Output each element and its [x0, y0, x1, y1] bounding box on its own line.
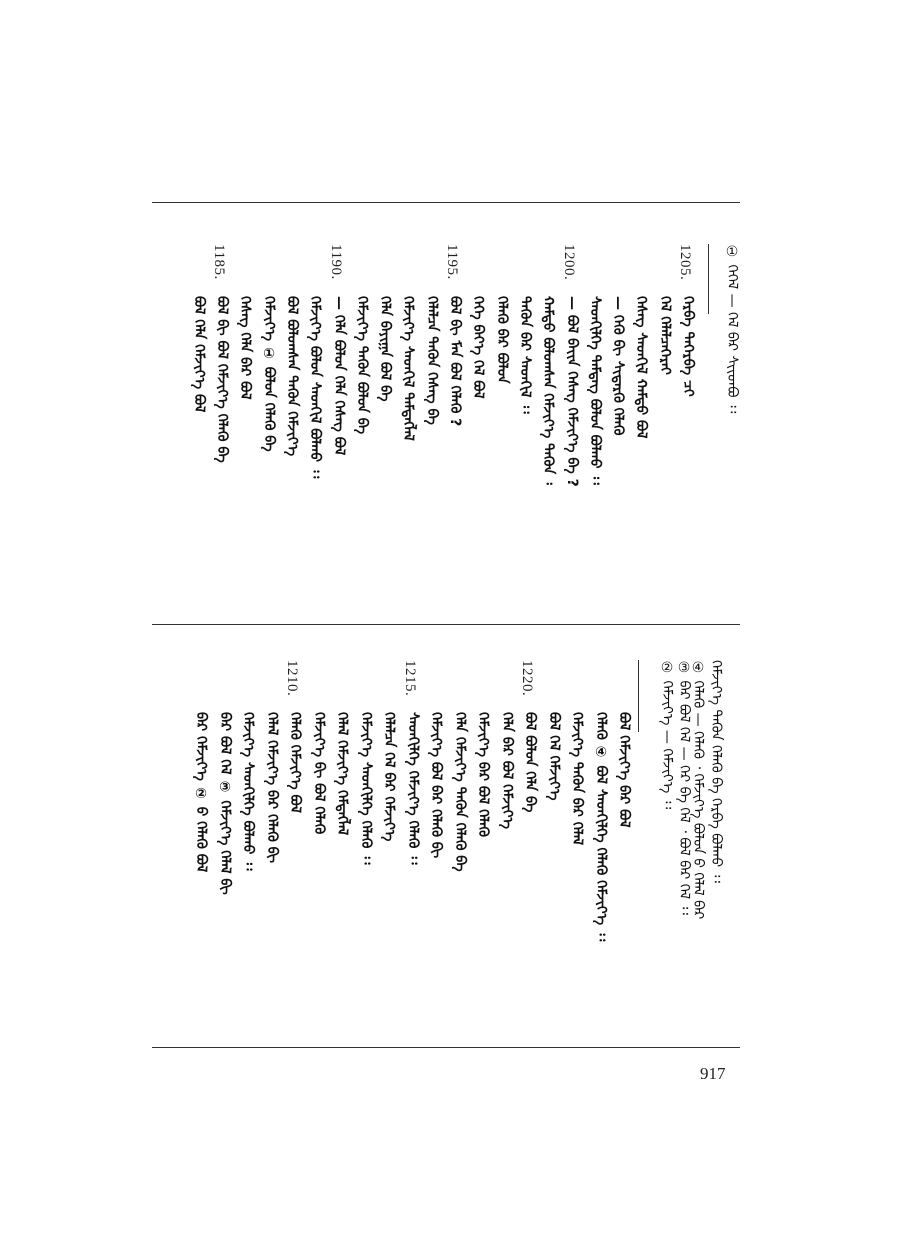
- verse-line: — ᠬᠡᠬᠦ ᠪᠢ ᠰᠢᠳᠡᠷᠭᠦ ᠬᠡᠯᠡᠬᠦ: [610, 296, 626, 436]
- upper-line: [629, 244, 647, 664]
- upper-line: [490, 244, 508, 664]
- verse-line: ᠬᠡᠮᠵᠢᠶ᠎ᠡ ᠪᠢ ᠪᠣᠯ ᠬᠡᠯᠡᠬᠦ: [311, 712, 327, 835]
- verse-line: ᠬᠡᠯᠡᠬᠦ ᠪᠠᠷ ᠪᠣᠯᠤᠨ: [494, 296, 510, 384]
- upper-line: [187, 244, 205, 664]
- page-number: 917: [700, 1064, 726, 1083]
- verse-line: ᠬᠡᠮᠵᠢᠶ᠎ᠡ ᠪᠣᠯᠤᠨ ᠰᠡᠳᠬᠢᠯ ᠪᠣᠯᠬᠤ ᠄᠄: [307, 296, 323, 479]
- upper-footnote: [720, 244, 738, 664]
- verse-line: — ᠬᠡᠯᠡ ᠪᠣᠯᠤᠨ ᠬᠡᠯᠡ ᠬᠡᠰᠡᠭ ᠪᠣᠯ: [331, 296, 347, 456]
- verse-line: ᠬᠡᠮᠵᠢᠶ᠎ᠡ ᠲᠡᠭᠦᠨ ᠪᠡᠷ ᠬᠡᠯᠡᠯ: [569, 712, 585, 846]
- line-number: 1195.: [444, 244, 460, 280]
- verse-line: ᠰᠡᠳᠬᠢᠯᠭᠡ ᠬᠡᠮᠵᠢᠶ᠎ᠡ ᠬᠡᠯᠡᠬᠦ ᠄᠄: [405, 712, 421, 865]
- verse-line: ᠬᠡᠯᠡᠯᠴᠡ ᠬᠡᠯ ᠪᠡᠷ ᠬᠡᠮᠵᠢᠶ᠎ᠡ: [381, 712, 397, 842]
- top-rule: [152, 202, 740, 203]
- upper-line: [536, 244, 554, 664]
- upper-line: [420, 244, 438, 664]
- upper-line: [327, 244, 345, 664]
- lower-line: [307, 660, 325, 1080]
- lower-line: [471, 660, 489, 1080]
- verse-line: ᠬᠡᠰᠡᠭ ᠬᠡᠯᠡ ᠪᠡᠷ ᠪᠣᠯ: [237, 296, 253, 400]
- verse-line: ᠪᠣᠯ ᠬᠡᠯ ᠬᠡᠮᠵᠢᠶ᠎ᠡ: [546, 712, 562, 801]
- verse-line: ᠬᠡᠯ ᠬᠡᠯᠡᠯᠴᠡᠭᠡᠷᠡᠢ: [657, 296, 673, 375]
- lower-line: [354, 660, 372, 1080]
- verse-line: ᠪᠣᠯ ᠪᠣᠯᠤᠨ ᠬᠡᠯᠡ ᠪᠡ: [522, 712, 538, 813]
- verse-line: ᠬᠡᠯᠡ ᠪᠡᠷ ᠪᠣᠯ ᠬᠡᠮᠵᠢᠶ᠎ᠡ: [499, 712, 515, 830]
- lower-line: [565, 660, 583, 1080]
- lower-line: [401, 660, 419, 1080]
- upper-line: [373, 244, 391, 664]
- footnote-text: ④ ᠬᠡᠯᠡᠬᠦ — ᠬᠡᠯᠡᠬᠦ ᠂ ᠬᠡᠮᠵᠢᠶ᠎ᠡ ᠪᠣᠯᠤᠨ ᠪ ᠬᠡᠯᠡᠯ ᠪᠡᠷ: [690, 660, 706, 920]
- verse-line: ᠰᠡᠳᠬᠢᠯᠭᠡ ᠲᠡᠮᠳᠡᠭ ᠪᠣᠯᠤᠨ ᠪᠣᠯᠬᠤ ᠄᠄: [587, 296, 603, 485]
- upper-line: [653, 244, 671, 664]
- line-number: 1220.: [519, 660, 535, 697]
- verse-line: ᠬᠡᠮᠵᠢᠶ᠎ᠡ ᠰᠡᠳᠬᠢᠯᠭᠡ ᠬᠡᠯᠡᠬᠦ ᠄᠄: [358, 712, 374, 865]
- verse-line: ᠬᠡᠰᠡᠭ ᠰᠡᠳᠬᠢᠯ ᠬᠠᠮᠲᠤ ᠪᠣᠯ: [633, 296, 649, 439]
- upper-line: [466, 244, 484, 664]
- verse-line: ᠬᠠᠮᠲᠤ ᠪᠣᠯᠤᠭᠰᠠᠨ ᠬᠡᠮᠵᠢᠶ᠎ᠡ ᠲᠡᠭᠦᠨ ᠄: [540, 296, 556, 485]
- verse-line: ᠬᠡᠯᠡ ᠪᠠᠶᠢᠭᠠ ᠪᠣᠯ ᠪᠡ: [377, 296, 393, 402]
- upper-line: [606, 244, 624, 664]
- upper-line: [210, 244, 228, 664]
- upper-line: [583, 244, 601, 664]
- lower-line: [518, 660, 536, 1080]
- upper-line: [303, 244, 321, 664]
- upper-line: [350, 244, 368, 664]
- verse-line: ᠬᠡᠯᠡᠬᠦ ④ ᠪᠣᠯ ᠰᠡᠳᠬᠢᠯᠭᠡ ᠬᠡᠯᠡᠬᠦ ᠬᠡᠮᠵᠢᠶ᠎ᠡ ᠄᠄: [593, 712, 609, 942]
- line-number: 1205.: [677, 244, 693, 281]
- line-number: 1215.: [402, 660, 418, 697]
- verse-line: ᠬᠡᠯᠡᠯ ᠬᠡᠮᠵᠢᠶ᠎ᠡ ᠪᠡᠷ ᠬᠡᠯᠡᠬᠦ ᠪᠢ: [264, 712, 280, 864]
- lower-line: [495, 660, 513, 1080]
- verse-line: ᠪᠡᠷ ᠬᠡᠮᠵᠢᠶ᠎ᠡ ② ᠪ ᠬᠡᠯᠡᠬᠦ ᠪᠣᠯ: [193, 712, 209, 873]
- verse-line: ᠬᠡᠮᠵᠢᠶ᠎ᠡ ᠰᠡᠳᠬᠢᠯ ᠲᠡᠮᠳᠡᠭᠯᠡᠯ: [400, 296, 416, 441]
- upper-line: [676, 244, 694, 664]
- verse-line: ᠪᠣᠯ ᠪᠢ ᠮᠠᠨ ᠪᠣᠯ ᠬᠡᠯᠡᠬᠦ ?: [447, 296, 463, 427]
- footnote-text: ᠬᠡᠮᠵᠢᠶ᠎ᠡ ᠲᠡᠭᠦᠨ ᠬᠡᠯᠡᠬᠦ ᠪᠡ ᠬᠡᠷᠪᠡ ᠪᠣᠯᠬᠤ ᠄᠄: [708, 660, 724, 883]
- verse-line: ᠬᠡᠮᠵᠢᠶ᠎ᠡ ① ᠪᠣᠯᠤᠨ ᠬᠡᠯᠡᠬᠦ ᠪᠡ: [261, 296, 277, 452]
- verse-line: ᠪᠣᠯ ᠬᠡᠮᠵᠢᠶ᠎ᠡ ᠪᠡᠷ ᠪᠣᠯ: [616, 712, 632, 828]
- verse-line: ᠬᠡᠯᠡᠯᠴᠡ ᠲᠡᠭᠦᠨ ᠬᠡᠰᠡᠭ ᠪᠡ: [424, 296, 440, 425]
- verse-line: ᠬᠡᠯᠡᠬᠦ ᠬᠡᠮᠵᠢᠶ᠎ᠡ ᠪᠣᠯ: [287, 712, 303, 813]
- verse-line: ᠪᠣᠯ ᠪᠢ ᠪᠣᠯ ᠬᠡᠮᠵᠢᠶ᠎ᠡ ᠬᠡᠯᠡᠬᠦ ᠪᠡ: [214, 296, 230, 463]
- lower-line: [424, 660, 442, 1080]
- lower-line: [612, 660, 630, 1080]
- upper-line: [233, 244, 251, 664]
- verse-line: ᠬᠡᠭᠡ ᠪᠡᠶ᠎ᠡ ᠬᠡᠯ ᠪᠣᠯ: [470, 296, 486, 399]
- line-number: 1185.: [211, 244, 227, 280]
- verse-line: — ᠪᠤᠯ ᠪᠠᠶ᠋ᠢᠨ ᠬᠡᠰᠡᠭ ᠬᠡᠮᠵᠢᠶ᠎ᠡ ᠪᠡ ?: [564, 296, 580, 487]
- lower-line: [236, 660, 254, 1080]
- verse-line: ᠬᠡᠮᠵᠢᠶ᠎ᠡ ᠪᠡᠷ ᠪᠣᠯ ᠬᠡᠯᠡᠬᠦ: [475, 712, 491, 837]
- verse-line: ᠪᠡᠷ ᠪᠣᠯ ᠬᠡᠯ ③ ᠬᠡᠮᠵᠢᠶ᠎ᠡ ᠬᠡᠯᠡᠯ ᠪᠢ: [217, 712, 233, 895]
- lower-footnote: [655, 660, 673, 1080]
- footnote-text: ② ᠬᠡᠮᠵᠢᠶ᠎ᠡ — ᠬᠡᠮᠵᠢᠶ᠎ᠡ ᠄᠄: [659, 660, 675, 810]
- lower-line: [448, 660, 466, 1080]
- lower-line: [283, 660, 301, 1080]
- upper-line: [513, 244, 531, 664]
- lower-line: [213, 660, 231, 1080]
- upper-line: [280, 244, 298, 664]
- lower-line: [542, 660, 560, 1080]
- upper-line: [560, 244, 578, 664]
- line-number: 1190.: [328, 244, 344, 280]
- verse-line: ᠬᠡᠯᠡ ᠬᠡᠮᠵᠢᠶ᠎ᠡ ᠲᠡᠭᠦᠨ ᠬᠡᠯᠡᠬᠦ ᠪᠡ: [452, 712, 468, 872]
- footnote-text: ③ ᠪᠡᠷ ᠪᠣᠯ ᠬᠡᠯ — ᠬᠡᠷ ᠪᠡ ᠬᠡᠯ ᠂ ᠪᠣᠯ ᠪᠡᠷ ᠬᠡᠯ ᠄᠄: [676, 660, 692, 915]
- upper-line: [443, 244, 461, 664]
- verse-line: ᠪᠣᠯ ᠪᠣᠯᠤᠭᠰᠠᠨ ᠲᠡᠭᠦᠨ ᠬᠡᠮᠵᠢᠶ᠎ᠡ: [284, 296, 300, 457]
- lower-footnote-separator: [638, 660, 639, 732]
- upper-footnote-separator: [708, 244, 709, 314]
- lower-line: [330, 660, 348, 1080]
- verse-line: ᠬᠡᠷᠪᠡ ᠲᠡᠭᠡᠷᠪᠡ ᠴᠢ: [680, 296, 696, 397]
- lower-line: [189, 660, 207, 1080]
- verse-line: ᠬᠡᠯᠡᠯ ᠬᠡᠮᠵᠢᠶ᠎ᠡ ᠬᠡᠮᠳᠡᠭᠯᠡᠯ: [334, 712, 350, 836]
- verse-line: ᠲᠡᠭᠦᠨ ᠪᠡᠷ ᠰᠡᠳᠬᠢᠯ ᠄᠄: [517, 296, 533, 414]
- verse-line: ᠬᠡᠮᠵᠢᠶ᠎ᠡ ᠪᠣᠯ ᠪᠡᠷ ᠬᠡᠯᠡᠬᠦ ᠪᠢ: [428, 712, 444, 859]
- lower-line: [589, 660, 607, 1080]
- upper-line: [396, 244, 414, 664]
- verse-line: ᠬᠡᠮᠵᠢᠶ᠎ᠡ ᠲᠡᠭᠦᠨ ᠪᠣᠯᠤᠨ ᠪᠡ: [354, 296, 370, 435]
- line-number: 1210.: [284, 660, 300, 697]
- verse-line: ᠬᠡᠮᠵᠢᠶ᠎ᠡ ᠰᠡᠳᠬᠢᠯᠭᠡ ᠪᠣᠯᠬᠤ ᠄᠄: [240, 712, 256, 871]
- lower-line: [377, 660, 395, 1080]
- line-number: 1200.: [561, 244, 577, 281]
- lower-line: [260, 660, 278, 1080]
- upper-line: [257, 244, 275, 664]
- footnote-text: ① ᠬᠡᠭᠡᠯ — ᠬᠡᠯ ᠪᠡᠷ ᠰᠢᠢᠳᠪᠦ ᠄᠄: [724, 244, 740, 414]
- verse-line: ᠪᠣᠯ ᠬᠡᠯᠡ ᠬᠡᠮᠵᠢᠶ᠎ᠡ ᠪᠣᠯ: [191, 296, 207, 413]
